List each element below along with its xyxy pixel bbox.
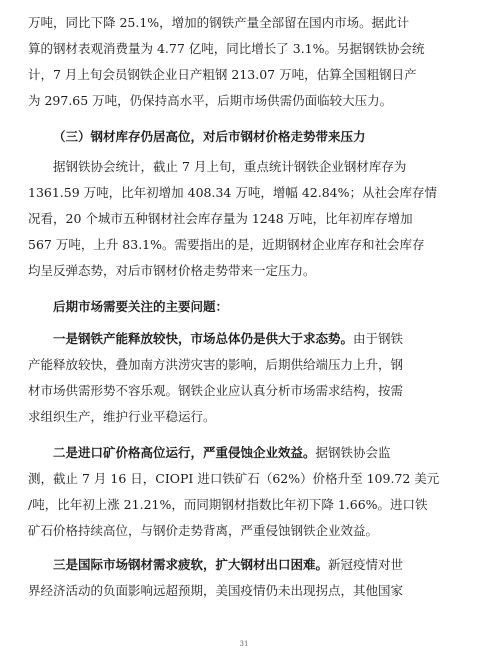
issue-one-title: 一是钢铁产能释放较快，市场总体仍是供大于求态势。	[53, 331, 354, 346]
issue-three-title: 三是国际市场钢材需求疲软，扩大钢材出口困难。	[53, 557, 329, 572]
body-line: 万吨，同比下降 25.1%，增加的钢铁产量全部留在国内市场。据此计	[28, 15, 410, 30]
issue-three-line	[53, 554, 468, 576]
body-line: 求组织生产，维护行业平稳运行。	[28, 409, 216, 424]
body-line: 测，截止 7 月 16 日，CIOPI 进口铁矿石（62%）价格升至 109.72 美元	[28, 471, 440, 486]
body-line: 产能释放较快，叠加南方洪涝灾害的影响，后期供给端压力上升，钢	[28, 357, 404, 372]
body-line: 算的钢材表观消费量为 4.77 亿吨，同比增长了 3.1%。另据钢铁协会统	[28, 41, 425, 56]
subheading: 后期市场需要关注的主要问题：	[53, 299, 229, 314]
body-line: 567 万吨，上升 83.1%。需要指出的是，近期钢材企业库存和社会库存	[28, 237, 425, 252]
body-line: 1361.59 万吨，比年初增加 408.34 万吨，增幅 42.84%；从社会库存情	[28, 185, 437, 200]
body-line: /吨，比年初上涨 21.21%，而同期钢材指数比年初下降 1.66%。进口铁	[28, 497, 428, 512]
issue-one-line	[53, 328, 468, 350]
section-heading: （三）钢材库存仍居高位，对后市钢材价格走势带来压力	[53, 129, 366, 144]
body-line: 计，7 月上旬会员钢铁企业日产粗钢 213.07 万吨，估算全国粗钢日产	[28, 67, 417, 82]
issue-two-line	[53, 442, 468, 464]
issue-three-text: 新冠疫情对世	[328, 557, 404, 572]
body-line: 矿石价格持续高位，与钢价走势背离，严重侵蚀钢铁企业效益。	[28, 523, 379, 538]
body-line: 均呈反弹态势，对后市钢材价格走势带来一定压力。	[28, 263, 316, 278]
body-line: 据钢铁协会统计，截止 7 月上旬，重点统计钢铁企业钢材库存为	[53, 159, 407, 174]
body-line: 为 297.65 万吨，仍保持高水平，后期市场供需仍面临较大压力。	[28, 93, 393, 108]
body-line: 材市场供需形势不容乐观。钢铁企业应认真分析市场需求结构，按需	[28, 383, 404, 398]
issue-two-title: 二是进口矿价格高位运行，严重侵蚀企业效益。	[53, 445, 316, 460]
body-line: 界经济活动的负面影响远超预期，美国疫情仍未出现拐点，其他国家	[28, 583, 404, 598]
body-line: 况看，20 个城市五种钢材社会库存量为 1248 万吨，比年初库存增加	[28, 211, 413, 226]
page-number: 31	[239, 640, 249, 648]
issue-two-text: 据钢铁协会监	[315, 445, 391, 460]
issue-one-text: 由于钢铁	[353, 331, 404, 346]
